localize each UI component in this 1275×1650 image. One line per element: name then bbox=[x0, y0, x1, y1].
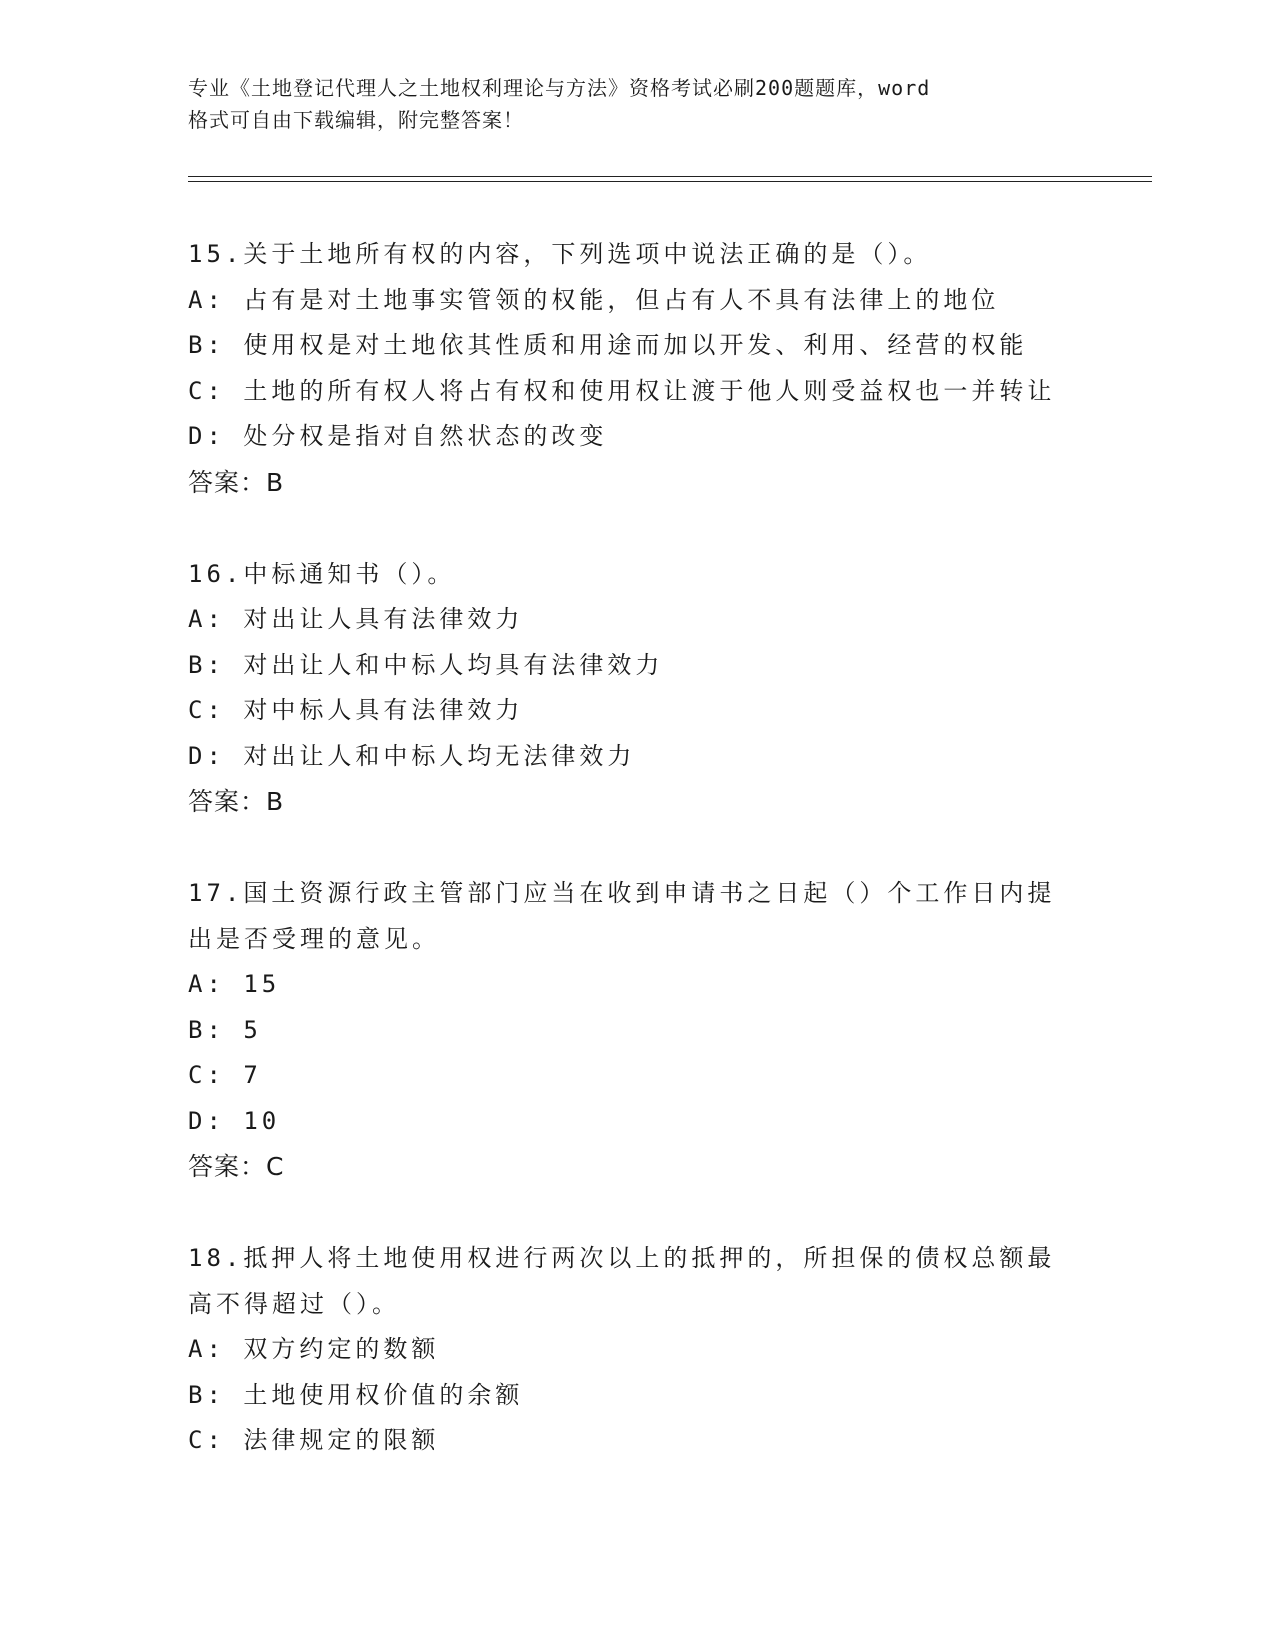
question-stem-line-2: 出是否受理的意见。 bbox=[188, 924, 440, 953]
option-b: B: 对出让人和中标人均具有法律效力 bbox=[188, 650, 664, 679]
option-b: B: 5 bbox=[188, 1015, 262, 1044]
option-b: B: 土地使用权价值的余额 bbox=[188, 1380, 524, 1409]
question-stem-line-2: 高不得超过（）。 bbox=[188, 1289, 400, 1318]
answer-label: 答案：B bbox=[188, 787, 285, 816]
option-d: D: 10 bbox=[188, 1106, 281, 1135]
header-line-2: 格式可自由下载编辑，附完整答案！ bbox=[188, 108, 524, 132]
question-stem: 16.中标通知书（）。 bbox=[188, 559, 456, 588]
option-c: C: 法律规定的限额 bbox=[188, 1426, 440, 1454]
question-15 bbox=[188, 232, 1088, 506]
question-16 bbox=[188, 552, 1088, 826]
question-list bbox=[188, 232, 1088, 1510]
document-header bbox=[188, 72, 1068, 136]
option-b: B: 使用权是对土地依其性质和用途而加以开发、利用、经营的权能 bbox=[188, 331, 1028, 359]
question-18 bbox=[188, 1236, 1088, 1464]
answer-label: 答案：C bbox=[188, 1152, 285, 1181]
header-divider-top bbox=[188, 176, 1152, 177]
question-stem-line-1: 17.国土资源行政主管部门应当在收到申请书之日起（）个工作日内提 bbox=[188, 879, 1056, 907]
header-line-1: 专业《土地登记代理人之土地权利理论与方法》资格考试必刷200题题库，word bbox=[188, 76, 931, 100]
option-c: C: 7 bbox=[188, 1061, 262, 1089]
question-stem: 15.关于土地所有权的内容，下列选项中说法正确的是（）。 bbox=[188, 240, 932, 268]
header-divider-bottom bbox=[188, 181, 1152, 182]
option-a: A: 双方约定的数额 bbox=[188, 1335, 440, 1363]
option-a: A: 15 bbox=[188, 970, 281, 998]
option-d: D: 对出让人和中标人均无法律效力 bbox=[188, 741, 636, 770]
option-a: A: 对出让人具有法律效力 bbox=[188, 605, 524, 633]
option-a: A: 占有是对土地事实管领的权能，但占有人不具有法律上的地位 bbox=[188, 285, 1000, 314]
question-stem-line-1: 18.抵押人将土地使用权进行两次以上的抵押的，所担保的债权总额最 bbox=[188, 1244, 1056, 1272]
option-d: D: 处分权是指对自然状态的改变 bbox=[188, 422, 608, 450]
question-17 bbox=[188, 871, 1088, 1190]
answer-label: 答案：B bbox=[188, 467, 285, 497]
option-c: C: 对中标人具有法律效力 bbox=[188, 696, 524, 724]
option-c: C: 土地的所有权人将占有权和使用权让渡于他人则受益权也一并转让 bbox=[188, 376, 1056, 405]
